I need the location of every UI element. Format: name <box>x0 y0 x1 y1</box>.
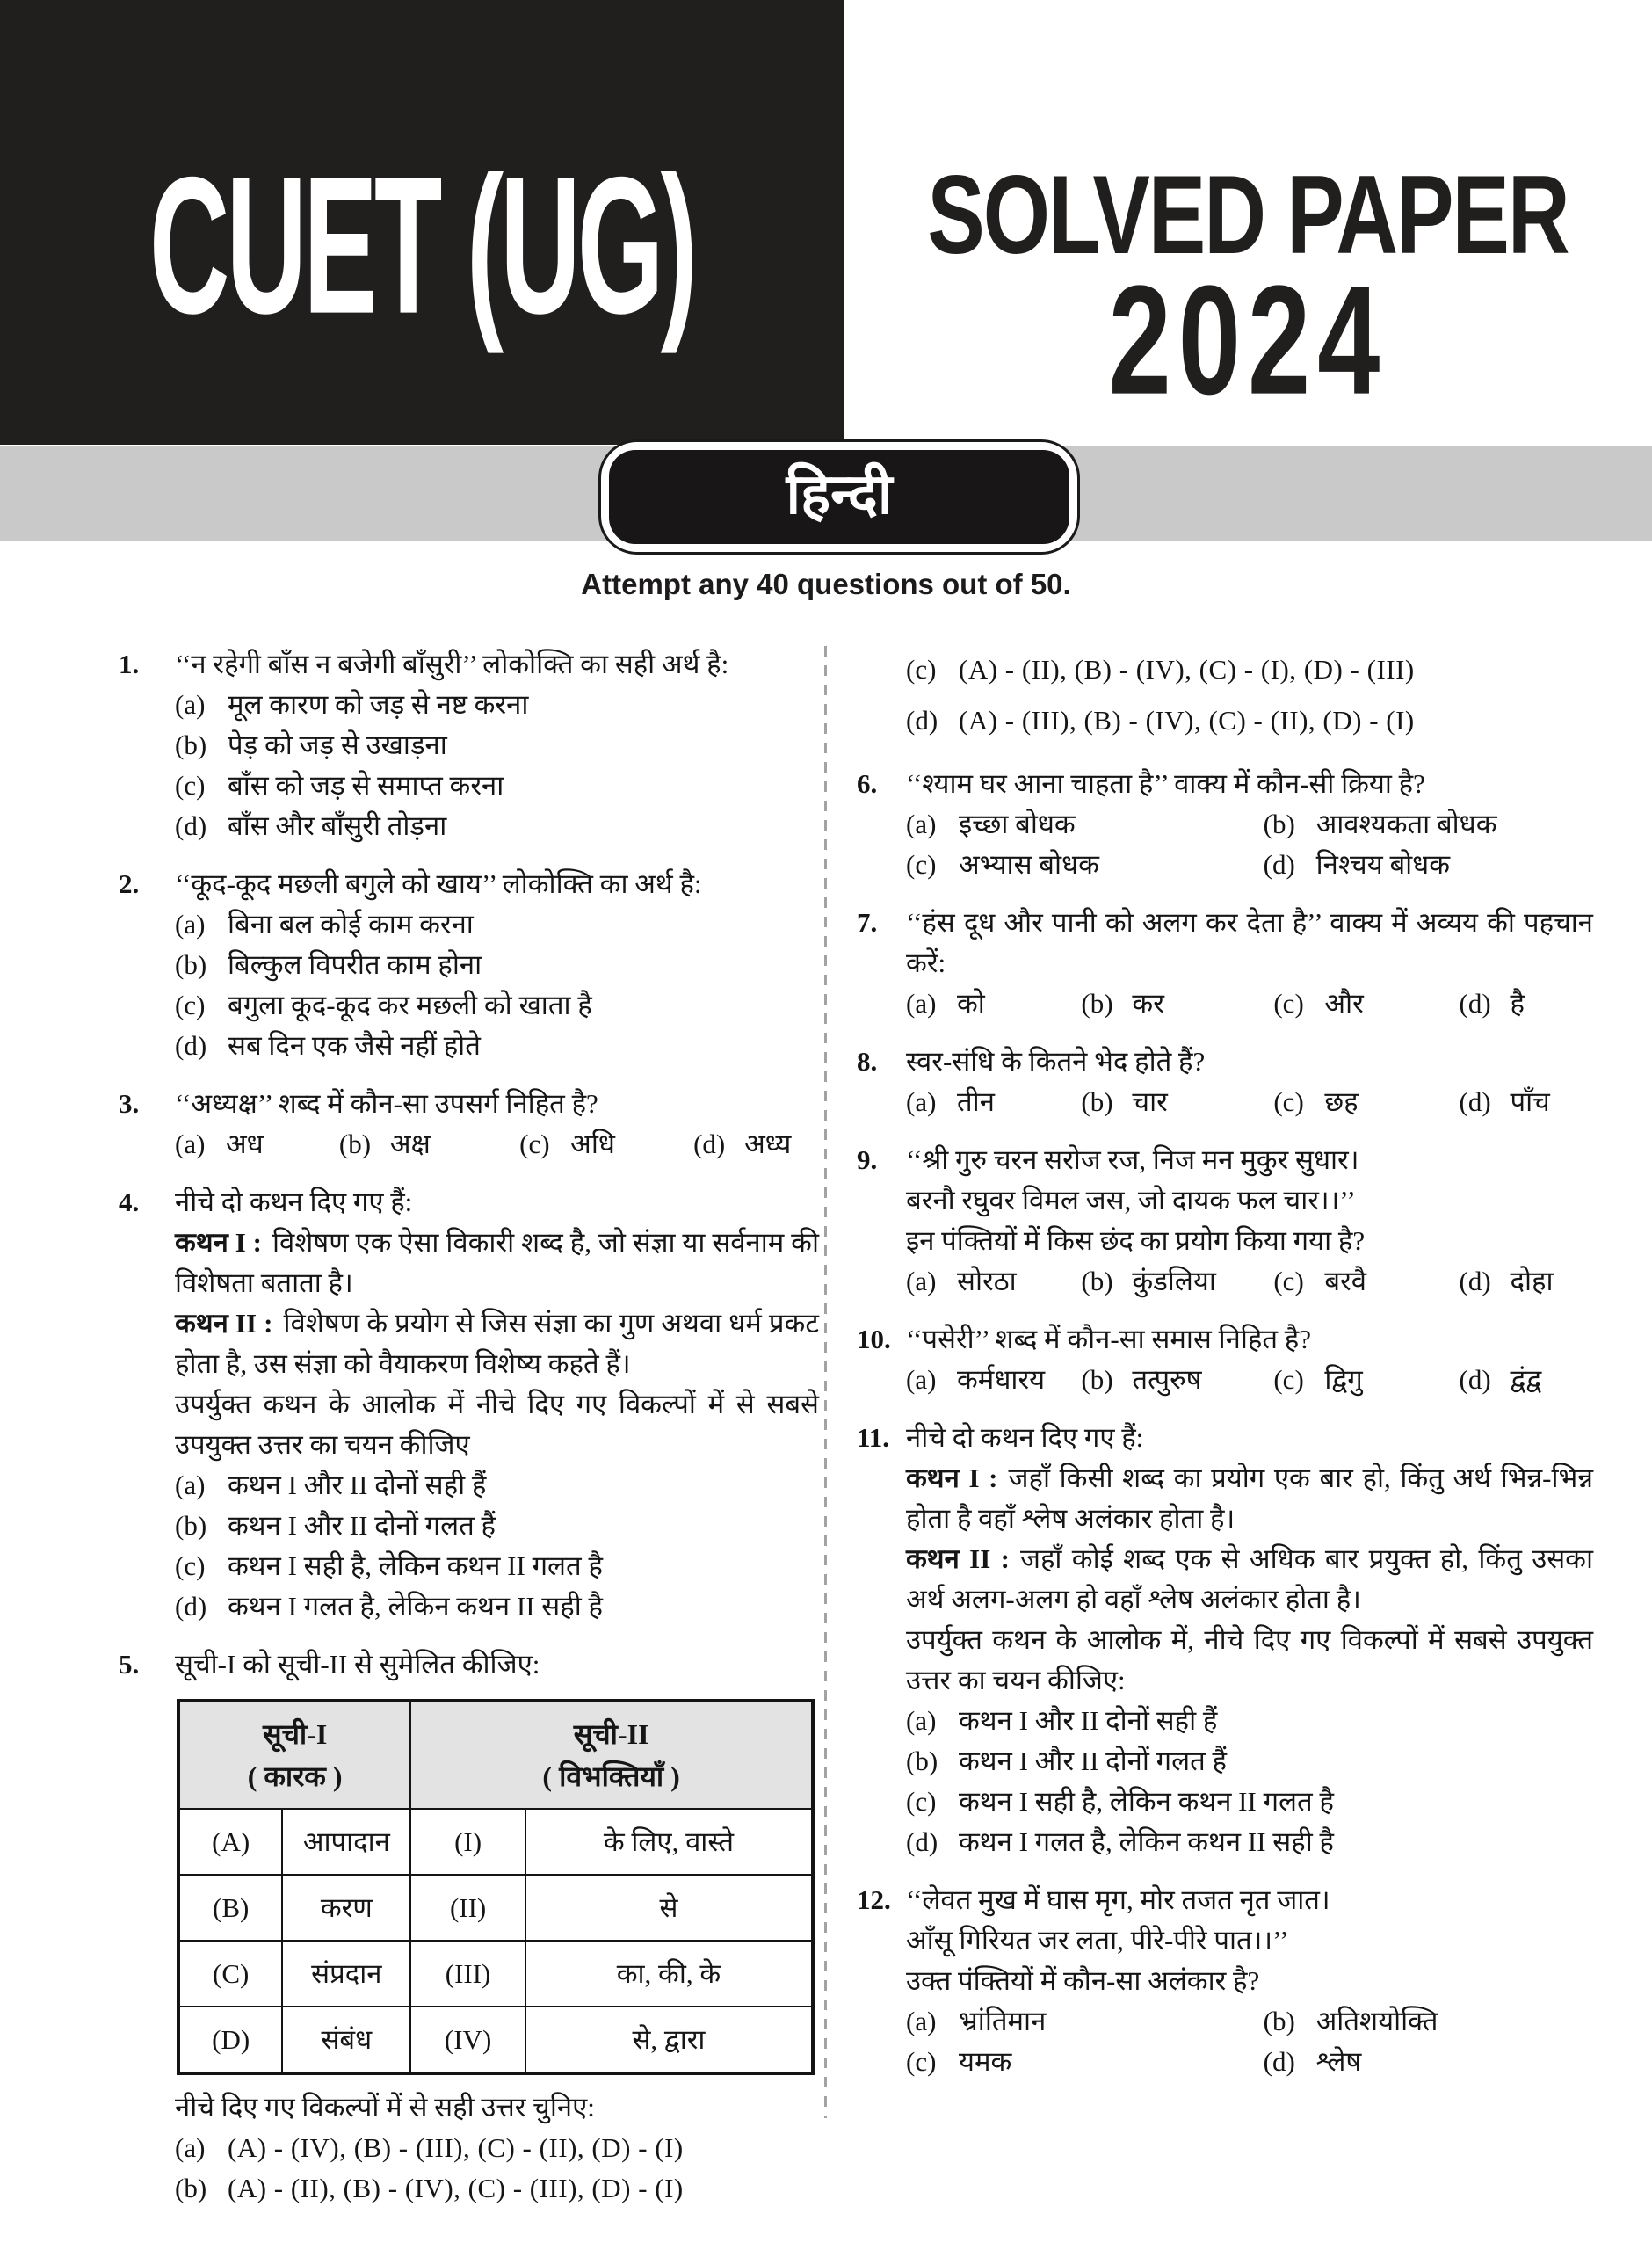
option-key: (c) <box>1273 1086 1304 1117</box>
question-number: 3. <box>119 1088 140 1119</box>
options-inline-row <box>175 1124 819 1165</box>
option-key: (a) <box>175 1129 206 1159</box>
option-text: अभ्यास बोधक <box>959 849 1099 880</box>
table-cell: के लिए, वास्ते <box>525 1809 813 1875</box>
option-key: (d) <box>906 1826 938 1857</box>
option-row <box>906 1782 1593 1822</box>
question-number: 4. <box>119 1187 140 1217</box>
solved-paper-title: SOLVED PAPER <box>927 151 1569 278</box>
table-cell: (II) <box>410 1875 525 1941</box>
option-text: दोहा <box>1510 1266 1554 1296</box>
option-text: (A) - (IV), (B) - (III), (C) - (II), (D) - (I) <box>228 2132 684 2163</box>
option-key: (d) <box>1263 2046 1295 2077</box>
table-cell: (B) <box>178 1875 282 1941</box>
table-header-title: सूची-II <box>573 1718 649 1750</box>
option-key: (c) <box>175 1550 206 1581</box>
option-row <box>175 685 819 725</box>
option-key: (b) <box>338 1129 372 1159</box>
statement-2-label: कथन II : <box>175 1308 273 1339</box>
subject-label: हिन्दी <box>786 462 893 526</box>
options-prompt: नीचे दिए गए विकल्पों में से सही उत्तर चुनिए: <box>175 2092 595 2123</box>
option-key: (c) <box>906 1786 937 1817</box>
verse-line: ‘‘श्री गुरु चरन सरोज रज, निज मन मुकुर सुधार। <box>906 1144 1359 1175</box>
option-text: बगुला कूद-कूद कर मछली को खाता है <box>228 990 592 1020</box>
question-9 <box>857 1140 1593 1302</box>
option-row <box>1273 1082 1459 1122</box>
year-title: 2024 <box>1108 253 1388 428</box>
option-row <box>906 695 1593 746</box>
statement-1 <box>906 1458 1593 1539</box>
option-text: आवश्यकता बोधक <box>1315 809 1497 839</box>
option-text: अधि <box>570 1129 615 1159</box>
brand-panel <box>0 0 844 445</box>
option-text: कर <box>1132 988 1164 1019</box>
option-key: (d) <box>1263 849 1295 880</box>
table-header-title: सूची-I <box>262 1718 328 1750</box>
option-text: तीन <box>957 1086 995 1117</box>
option-text: तत्पुरुष <box>1132 1364 1202 1395</box>
option-row <box>1081 1360 1273 1400</box>
option-text: बिना बल कोई काम करना <box>228 909 474 940</box>
option-row <box>175 945 819 985</box>
question-text: ‘‘श्याम घर आना चाहता है’’ वाक्य में कौन-सी क्रिया है? <box>906 768 1425 799</box>
option-row <box>175 985 819 1026</box>
option-row <box>175 2128 819 2168</box>
option-key: (c) <box>519 1129 550 1159</box>
option-key: (a) <box>906 1705 937 1736</box>
statement-2 <box>906 1539 1593 1620</box>
option-row <box>1081 1082 1273 1122</box>
option-text: को <box>957 988 985 1019</box>
option-row <box>175 1546 819 1586</box>
question-3 <box>119 1084 819 1165</box>
option-key: (d) <box>1459 1086 1491 1117</box>
question-number: 10. <box>857 1324 891 1354</box>
option-key: (b) <box>906 1746 938 1776</box>
option-row <box>175 2168 819 2209</box>
question-text: ‘‘न रहेगी बाँस न बजेगी बाँसुरी’’ लोकोक्ति का सही अर्थ है: <box>175 649 729 679</box>
table-header-list1 <box>178 1701 410 1809</box>
option-key: (a) <box>906 1086 937 1117</box>
option-row <box>906 1822 1593 1862</box>
option-row <box>175 806 819 846</box>
option-text: बाँस को जड़ से समाप्त करना <box>228 770 504 801</box>
table-row <box>178 2007 813 2073</box>
question-6 <box>857 764 1593 885</box>
question-number: 9. <box>857 1144 878 1175</box>
option-text: (A) - (II), (B) - (IV), (C) - (III), (D) - (I) <box>228 2173 684 2203</box>
question-number: 1. <box>119 649 140 679</box>
column-divider <box>824 646 827 2118</box>
table-header-sub: ( विभक्तियाँ ) <box>542 1760 680 1792</box>
table-cell: से <box>525 1875 813 1941</box>
question-5 <box>119 1644 819 2209</box>
table-cell: (C) <box>178 1941 282 2007</box>
option-text: द्विगु <box>1324 1364 1363 1395</box>
question-11 <box>857 1418 1593 1862</box>
table-cell: संप्रदान <box>282 1941 410 2007</box>
option-row <box>906 1082 1081 1122</box>
table-cell: करण <box>282 1875 410 1941</box>
option-text: इच्छा बोधक <box>959 809 1076 839</box>
question-text: ‘‘कूद-कूद मछली बगुले को खाय’’ लोकोक्ति का अर्थ है: <box>175 868 702 899</box>
question-text: सूची-I को सूची-II से सुमेलित कीजिए: <box>175 1649 540 1680</box>
option-row <box>906 983 1081 1024</box>
question-number: 8. <box>857 1046 878 1077</box>
statement-2-text: विशेषण के प्रयोग से जिस संज्ञा का गुण अथवा धर्म प्रकट होता है, उस संज्ञा को वैयाकरण विशेष्य कहते हैं। <box>175 1308 819 1379</box>
option-text: कथन I और II दोनों गलत हैं <box>959 1746 1228 1776</box>
option-text: बाँस और बाँसुरी तोड़ना <box>228 810 447 841</box>
table-cell: आपादान <box>282 1809 410 1875</box>
question-text: इन पंक्तियों में किस छंद का प्रयोग किया गया है? <box>906 1225 1366 1256</box>
option-text: बिल्कुल विपरीत काम होना <box>228 949 482 980</box>
question-text: ‘‘अध्यक्ष’’ शब्द में कौन-सा उपसर्ग निहित है? <box>175 1088 598 1119</box>
instruction-line: Attempt any 40 questions out of 50. <box>581 568 1071 600</box>
option-key: (c) <box>175 990 206 1020</box>
question-12 <box>857 1880 1593 2082</box>
question-1 <box>119 644 819 846</box>
option-row <box>906 2042 1264 2082</box>
option-key: (b) <box>175 2173 207 2203</box>
option-row <box>906 845 1264 885</box>
question-number: 5. <box>119 1649 140 1680</box>
right-column <box>857 644 1593 2100</box>
option-key: (a) <box>175 909 206 940</box>
option-text: कथन I सही है, लेकिन कथन II गलत है <box>959 1786 1334 1817</box>
option-row <box>693 1124 819 1165</box>
option-text: चार <box>1132 1086 1168 1117</box>
table-row <box>178 1809 813 1875</box>
statement-1-label: कथन I : <box>175 1227 262 1258</box>
statement-1 <box>175 1223 819 1303</box>
option-text: (A) - (II), (B) - (IV), (C) - (I), (D) - (III) <box>959 654 1415 685</box>
option-key: (d) <box>175 1030 207 1061</box>
option-row <box>906 644 1593 695</box>
option-row <box>1264 2042 1593 2082</box>
option-text: मूल कारण को जड़ से नष्ट करना <box>228 689 529 720</box>
table-row <box>178 1875 813 1941</box>
option-row <box>175 1586 819 1627</box>
question-number-spacer <box>857 644 906 746</box>
option-row <box>175 1465 819 1506</box>
table-header-sub: ( कारक ) <box>247 1760 343 1792</box>
option-row <box>175 904 819 945</box>
option-row <box>175 725 819 766</box>
option-key: (d) <box>1459 988 1491 1019</box>
option-text: अध्य <box>744 1129 792 1159</box>
subject-badge-inner <box>609 450 1069 544</box>
option-text: द्वंद्व <box>1510 1364 1542 1395</box>
option-key: (c) <box>906 849 937 880</box>
statement-1-text: जहाँ किसी शब्द का प्रयोग एक बार हो, किंतु अर्थ भिन्न-भिन्न होता है वहाँ श्लेष अलंकार होता है। <box>906 1462 1593 1534</box>
option-text: अध <box>226 1129 264 1159</box>
option-row <box>906 1701 1593 1741</box>
option-row <box>1273 1261 1459 1302</box>
table-cell: का, की, के <box>525 1941 813 2007</box>
question-number: 12. <box>857 1884 891 1915</box>
options-grid <box>906 2001 1593 2082</box>
option-key: (c) <box>1273 988 1304 1019</box>
option-row <box>906 1360 1081 1400</box>
option-key: (a) <box>906 809 937 839</box>
option-key: (c) <box>906 2046 937 2077</box>
option-text: सोरठा <box>957 1266 1017 1296</box>
verse-line: बरनौ रघुवर विमल जस, जो दायक फल चार।।’’ <box>906 1185 1356 1216</box>
option-text: अतिशयोक्ति <box>1315 2006 1438 2036</box>
option-key: (d) <box>906 705 938 736</box>
header-right <box>844 0 1652 445</box>
option-key: (c) <box>1273 1364 1304 1395</box>
statement-2-label: कथन II : <box>906 1543 1010 1574</box>
option-text: अक्ष <box>389 1129 431 1159</box>
option-text: श्लेष <box>1315 2046 1362 2077</box>
option-text: सब दिन एक जैसे नहीं होते <box>228 1030 481 1061</box>
option-key: (a) <box>175 689 206 720</box>
option-row <box>175 1124 339 1165</box>
option-row <box>1264 845 1593 885</box>
option-text: कथन I और II दोनों सही हैं <box>959 1705 1218 1736</box>
verse-line: ‘‘लेवत मुख में घास मृग, मोर तजत नृत जात। <box>906 1884 1330 1915</box>
statement-2 <box>175 1303 819 1384</box>
option-row <box>1460 983 1594 1024</box>
option-key: (d) <box>175 810 207 841</box>
question-5-continued <box>857 644 1593 746</box>
option-text: पाँच <box>1510 1086 1550 1117</box>
question-10 <box>857 1319 1593 1400</box>
option-text: कथन I गलत है, लेकिन कथन II सही है <box>228 1591 603 1622</box>
option-row <box>906 1261 1081 1302</box>
left-column <box>119 644 819 2226</box>
question-text: ‘‘हंस दूध और पानी को अलग कर देता है’’ वाक्य में अव्यय की पहचान करें: <box>906 907 1593 978</box>
option-row <box>906 2001 1264 2042</box>
statement-2-text: जहाँ कोई शब्द एक से अधिक बार प्रयुक्त हो, किंतु उसका अर्थ अलग-अलग हो वहाँ श्लेष अलंकार होता है। <box>906 1543 1593 1615</box>
question-text: स्वर-संधि के कितने भेद होते हैं? <box>906 1046 1206 1077</box>
option-text: बरवै <box>1324 1266 1366 1296</box>
table-row <box>178 1941 813 2007</box>
options-inline-row <box>906 1360 1593 1400</box>
question-text: नीचे दो कथन दिए गए हैं: <box>906 1422 1144 1453</box>
option-key: (a) <box>175 2132 206 2163</box>
option-key: (b) <box>1081 1364 1113 1395</box>
question-text: नीचे दो कथन दिए गए हैं: <box>175 1187 413 1217</box>
subject-badge <box>598 439 1080 555</box>
option-row <box>1460 1261 1594 1302</box>
option-key: (d) <box>693 1129 726 1159</box>
option-text: कथन I और II दोनों गलत हैं <box>228 1510 496 1541</box>
question-number: 7. <box>857 907 878 938</box>
option-row <box>1460 1360 1594 1400</box>
question-4 <box>119 1182 819 1627</box>
statement-1-text: विशेषण एक ऐसा विकारी शब्द है, जो संज्ञा या सर्वनाम की विशेषता बताता है। <box>175 1227 819 1298</box>
table-cell: (D) <box>178 2007 282 2073</box>
match-table <box>177 1699 815 2075</box>
option-key: (b) <box>1081 988 1113 1019</box>
option-key: (c) <box>906 654 937 685</box>
question-number: 6. <box>857 768 878 799</box>
option-text: पेड़ को जड़ से उखाड़ना <box>228 729 447 760</box>
option-row <box>175 1026 819 1066</box>
option-key: (b) <box>175 729 207 760</box>
option-row <box>1460 1082 1594 1122</box>
table-cell: (III) <box>410 1941 525 2007</box>
question-2 <box>119 864 819 1066</box>
options-inline-row <box>906 983 1593 1024</box>
option-text: कथन I गलत है, लेकिन कथन II सही है <box>959 1826 1334 1857</box>
option-row <box>175 766 819 806</box>
option-text: (A) - (III), (B) - (IV), (C) - (II), (D) - (I) <box>959 705 1415 736</box>
option-key: (b) <box>175 949 207 980</box>
question-8 <box>857 1042 1593 1122</box>
option-row <box>1264 804 1593 845</box>
option-key: (a) <box>906 1364 937 1395</box>
option-text: कर्मधारय <box>957 1364 1046 1395</box>
brand-title: CUET (UG) <box>149 136 695 354</box>
option-row <box>906 1741 1593 1782</box>
options-inline-row <box>906 1261 1593 1302</box>
option-key: (a) <box>906 2006 937 2036</box>
option-row <box>339 1124 519 1165</box>
option-key: (d) <box>1459 1266 1491 1296</box>
option-row <box>906 804 1264 845</box>
option-key: (c) <box>175 770 206 801</box>
question-text: ‘‘पसेरी’’ शब्द में कौन-सा समास निहित है? <box>906 1324 1312 1354</box>
option-text: कुंडलिया <box>1132 1266 1216 1296</box>
table-cell: संबंध <box>282 2007 410 2073</box>
option-key: (a) <box>906 1266 937 1296</box>
option-row <box>519 1124 693 1165</box>
option-key: (a) <box>175 1470 206 1500</box>
option-text: है <box>1510 988 1525 1019</box>
option-text: कथन I और II दोनों सही हैं <box>228 1470 487 1500</box>
closing-text: उपर्युक्त कथन के आलोक में, नीचे दिए गए विकल्पों में सबसे उपयुक्त उत्तर का चयन कीजिए: <box>906 1624 1593 1695</box>
option-text: कथन I सही है, लेकिन कथन II गलत है <box>228 1550 603 1581</box>
options-grid <box>906 804 1593 885</box>
verse-line: आँसू गिरियत जर लता, पीरे-पीरे पात।।’’ <box>906 1925 1289 1956</box>
option-key: (b) <box>1263 809 1295 839</box>
option-key: (d) <box>175 1591 207 1622</box>
question-text: उक्त पंक्तियों में कौन-सा अलंकार है? <box>906 1965 1260 1996</box>
option-text: भ्रांतिमान <box>959 2006 1047 2036</box>
option-key: (c) <box>1273 1266 1304 1296</box>
table-cell: से, द्वारा <box>525 2007 813 2073</box>
option-row <box>175 1506 819 1546</box>
option-row <box>1081 1261 1273 1302</box>
table-cell: (IV) <box>410 2007 525 2073</box>
statement-1-label: कथन I : <box>906 1462 998 1493</box>
option-row <box>1273 1360 1459 1400</box>
option-key: (d) <box>1459 1364 1491 1395</box>
question-number: 2. <box>119 868 140 899</box>
question-7 <box>857 903 1593 1024</box>
option-text: यमक <box>959 2046 1012 2077</box>
option-key: (b) <box>1081 1266 1113 1296</box>
option-key: (a) <box>906 988 937 1019</box>
option-key: (b) <box>1263 2006 1295 2036</box>
option-key: (b) <box>175 1510 207 1541</box>
options-inline-row <box>906 1082 1593 1122</box>
table-header-list2 <box>410 1701 813 1809</box>
option-text: निश्चय बोधक <box>1315 849 1451 880</box>
option-row <box>1264 2001 1593 2042</box>
closing-text: उपर्युक्त कथन के आलोक में नीचे दिए गए विकल्पों में से सबसे उपयुक्त उत्तर का चयन कीजिए <box>175 1389 819 1460</box>
option-text: और <box>1324 988 1364 1019</box>
question-number: 11. <box>857 1422 890 1453</box>
table-cell: (A) <box>178 1809 282 1875</box>
option-row <box>1273 983 1459 1024</box>
option-key: (b) <box>1081 1086 1113 1117</box>
option-text: छह <box>1324 1086 1359 1117</box>
table-cell: (I) <box>410 1809 525 1875</box>
option-row <box>1081 983 1273 1024</box>
